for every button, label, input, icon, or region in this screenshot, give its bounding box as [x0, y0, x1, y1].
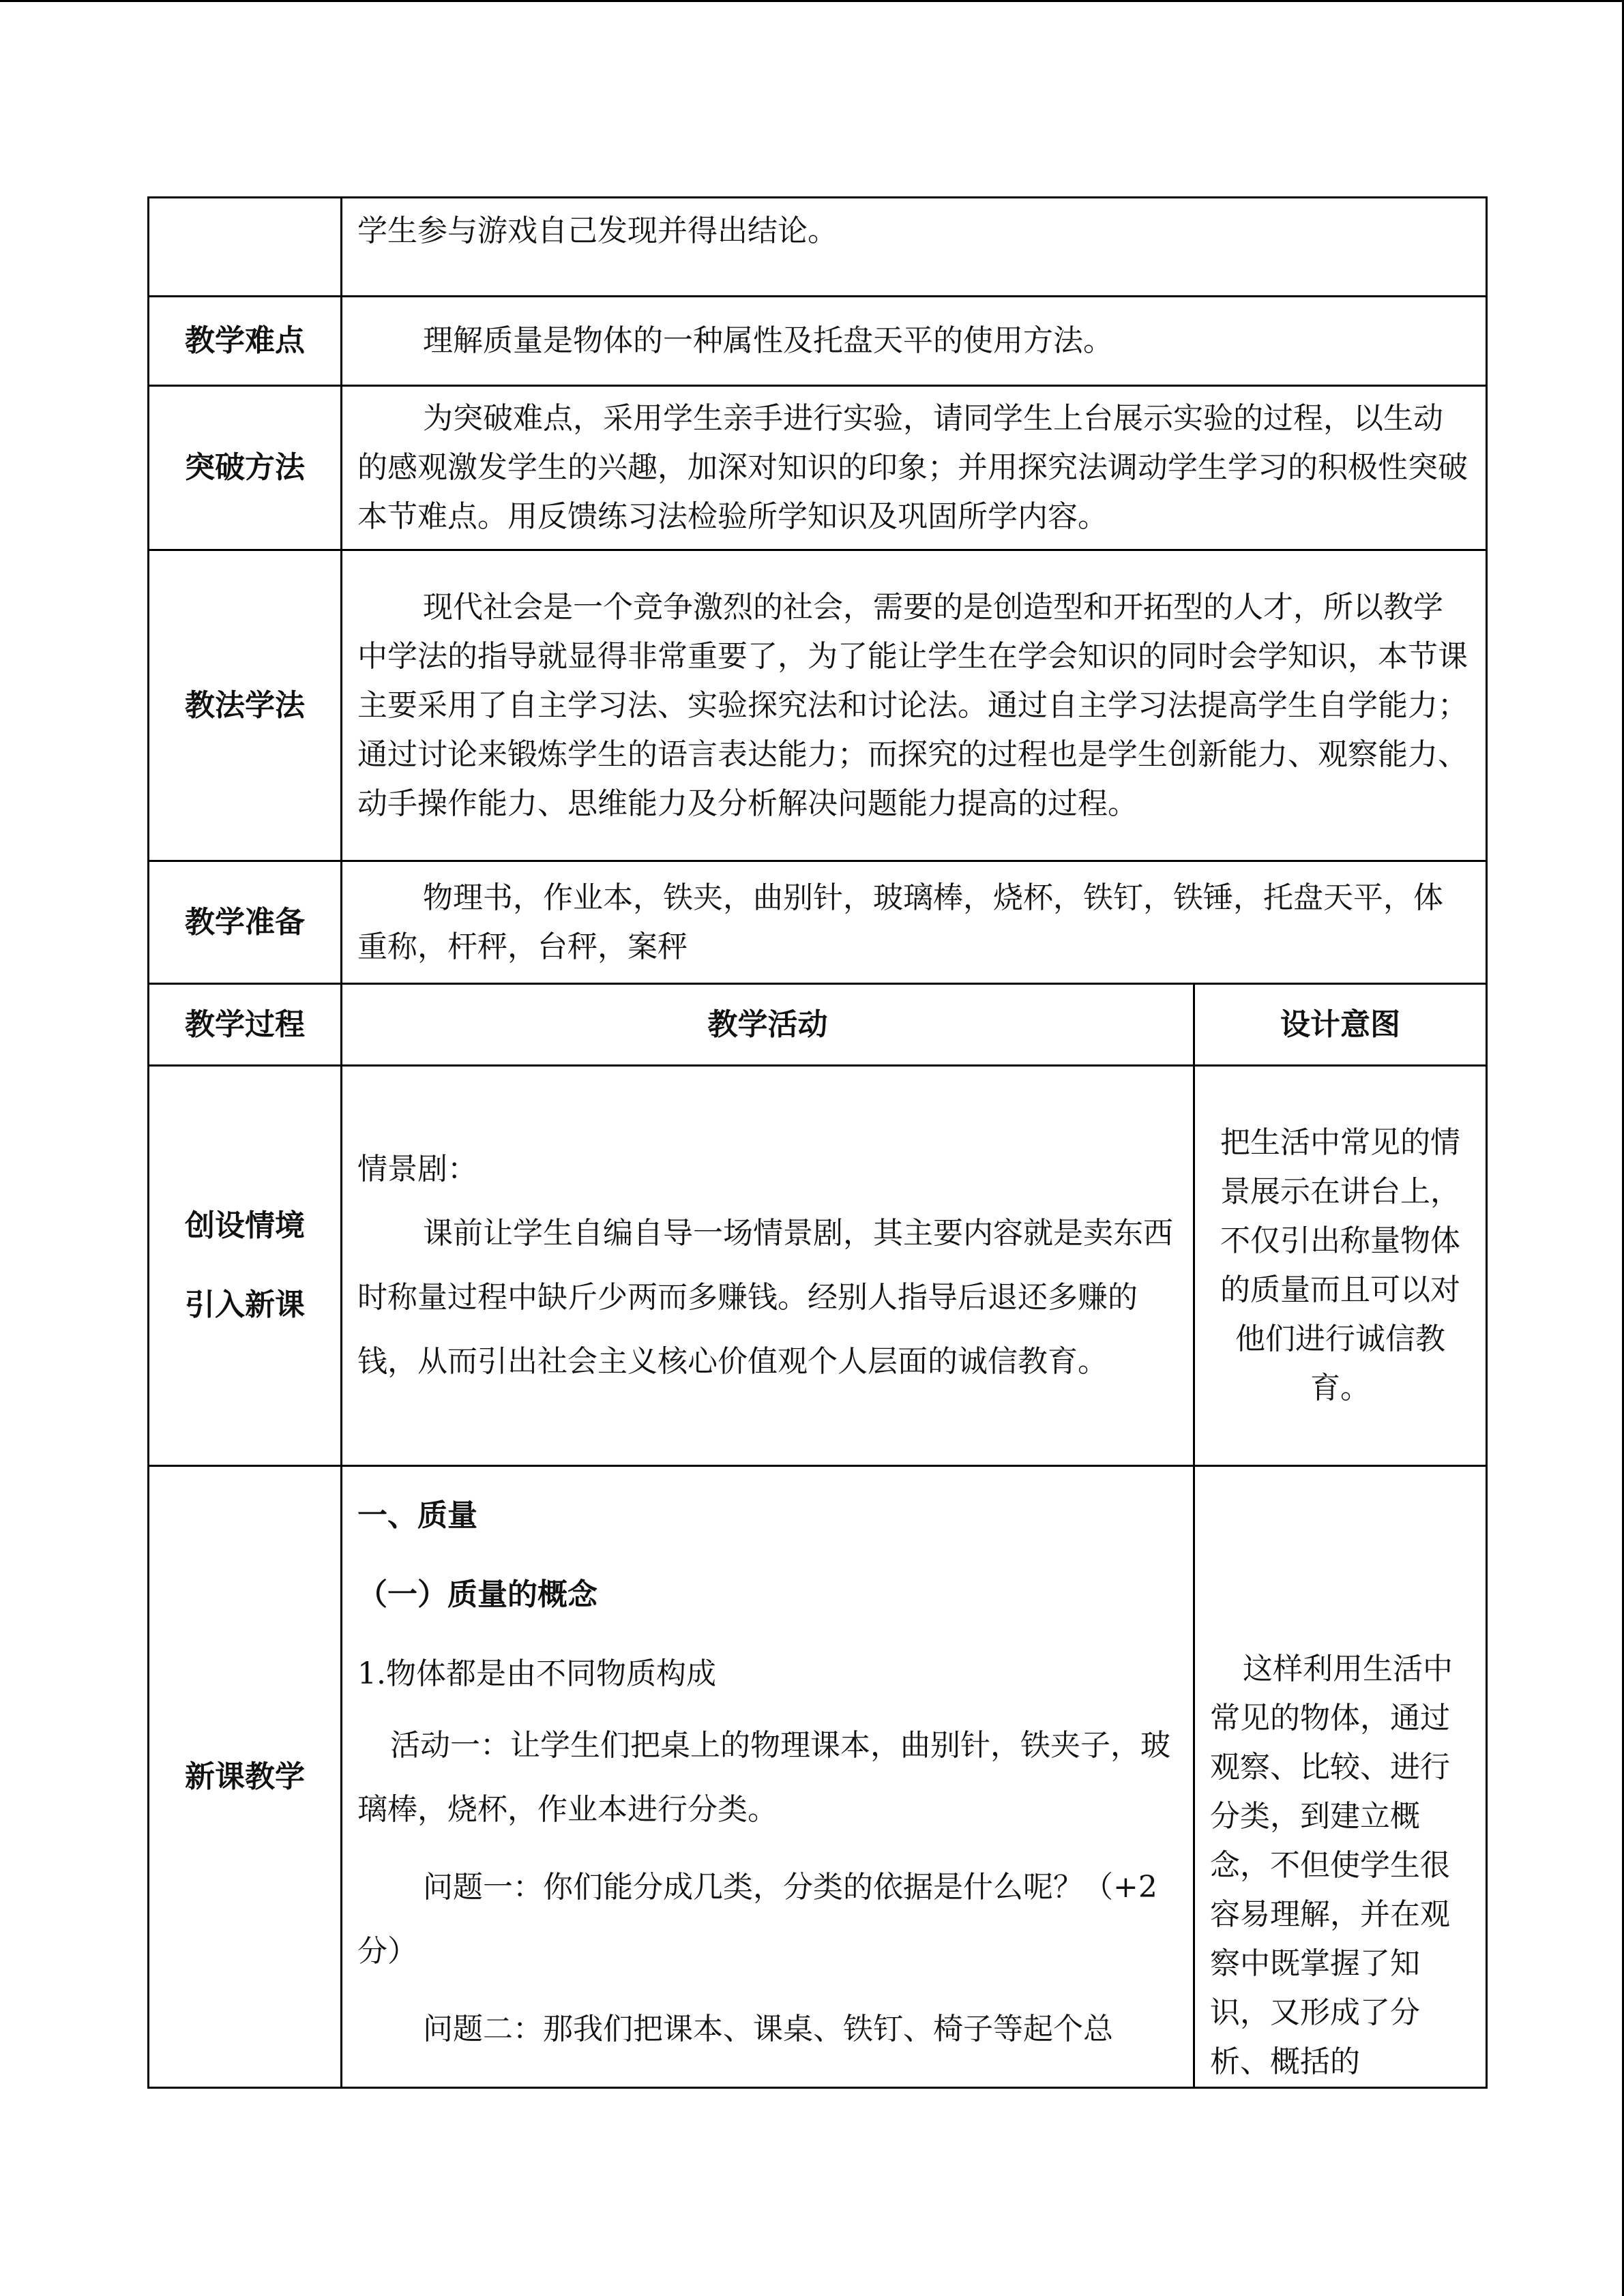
intro-row	[149, 1066, 1487, 1466]
lesson-plan-table	[147, 196, 1488, 2089]
breakthrough-cell	[342, 386, 1487, 550]
difficulty-row	[149, 297, 1487, 386]
intro-label-line1: 创设情境	[185, 1208, 305, 1243]
intro-label	[149, 1066, 342, 1466]
process-header-row	[149, 984, 1487, 1066]
methods-label: 教法学法	[149, 550, 342, 861]
newlesson-activity1: 活动一：让学生们把桌上的物理课本，曲别针，铁夹子，玻璃棒，烧杯，作业本进行分类。	[357, 1728, 1170, 1827]
header-activity: 教学活动	[342, 984, 1194, 1066]
breakthrough-text: 为突破难点，采用学生亲手进行实验，请同学生上台展示实验的过程，以生动的感观激发学生的兴趣，加深对知识的印象；并用探究法调动学生学习的积极性突破本节难点。用反馈练习法检验所学知识及巩固所学内容。	[357, 401, 1468, 534]
continuation-cell	[342, 198, 1487, 297]
header-process: 教学过程	[149, 984, 342, 1066]
page-top-border	[0, 0, 1624, 2]
methods-text: 现代社会是一个竞争激烈的社会，需要的是创造型和开拓型的人才，所以教学中学法的指导就显得非常重要了，为了能让学生在学会知识的同时会学知识，本节课主要采用了自主学习法、实验探究法和讨论法。通过自主学习法提高学生自学能力；通过讨论来锻炼学生的语言表达能力；而探究的过程也是学生创新能力、观察能力、动手操作能力、思维能力及分析解决问题能力提高的过程。	[357, 589, 1468, 821]
newlesson-point1: 1.物体都是由不同物质构成	[357, 1656, 716, 1691]
methods-cell	[342, 550, 1487, 861]
newlesson-heading2: （一）质量的概念	[357, 1577, 597, 1612]
intro-title: 情景剧：	[357, 1152, 477, 1187]
breakthrough-label: 突破方法	[149, 386, 342, 550]
newlesson-question2: 问题二：那我们把课本、课桌、铁钉、椅子等起个总	[423, 2012, 1113, 2046]
preparation-row	[149, 861, 1487, 984]
preparation-cell	[342, 861, 1487, 984]
intro-label-line2: 引入新课	[185, 1287, 305, 1322]
newlesson-activity-cell	[342, 1466, 1194, 2088]
continuation-label-cell	[149, 198, 342, 297]
intro-intent-cell	[1194, 1066, 1487, 1466]
newlesson-label: 新课教学	[149, 1466, 342, 2088]
intro-activity-cell	[342, 1066, 1194, 1466]
difficulty-text: 理解质量是物体的一种属性及托盘天平的使用方法。	[423, 323, 1113, 358]
continuation-row	[149, 198, 1487, 297]
intro-text: 课前让学生自编自导一场情景剧，其主要内容就是卖东西时称量过程中缺斤少两而多赚钱。经别人指导后退还多赚的钱，从而引出社会主义核心价值观个人层面的诚信教育。	[357, 1216, 1173, 1379]
continuation-text: 学生参与游戏自己发现并得出结论。	[357, 213, 838, 248]
header-intent: 设计意图	[1194, 984, 1487, 1066]
preparation-label: 教学准备	[149, 861, 342, 984]
newlesson-intent-cell	[1194, 1466, 1487, 2088]
intro-intent-text: 把生活中常见的情景展示在讲台上，不仅引出称量物体的质量而且可以对他们进行诚信教育。	[1220, 1125, 1460, 1405]
newlesson-question1: 问题一：你们能分成几类，分类的依据是什么呢？（+2 分）	[357, 1870, 1157, 1969]
newlesson-intent-text: 这样利用生活中常见的物体，通过观察、比较、进行分类，到建立概念，不但使学生很容易理解，并在观察中既掌握了知识，又形成了分析、概括的	[1210, 1652, 1453, 2079]
methods-row	[149, 550, 1487, 861]
newlesson-heading1: 一、质量	[357, 1498, 477, 1533]
newlesson-row	[149, 1466, 1487, 2088]
difficulty-label: 教学难点	[149, 297, 342, 386]
breakthrough-row	[149, 386, 1487, 550]
preparation-text: 物理书，作业本，铁夹，曲别针，玻璃棒，烧杯，铁钉，铁锤，托盘天平，体重称，杆秤，台秤，案秤	[357, 880, 1443, 964]
difficulty-cell	[342, 297, 1487, 386]
